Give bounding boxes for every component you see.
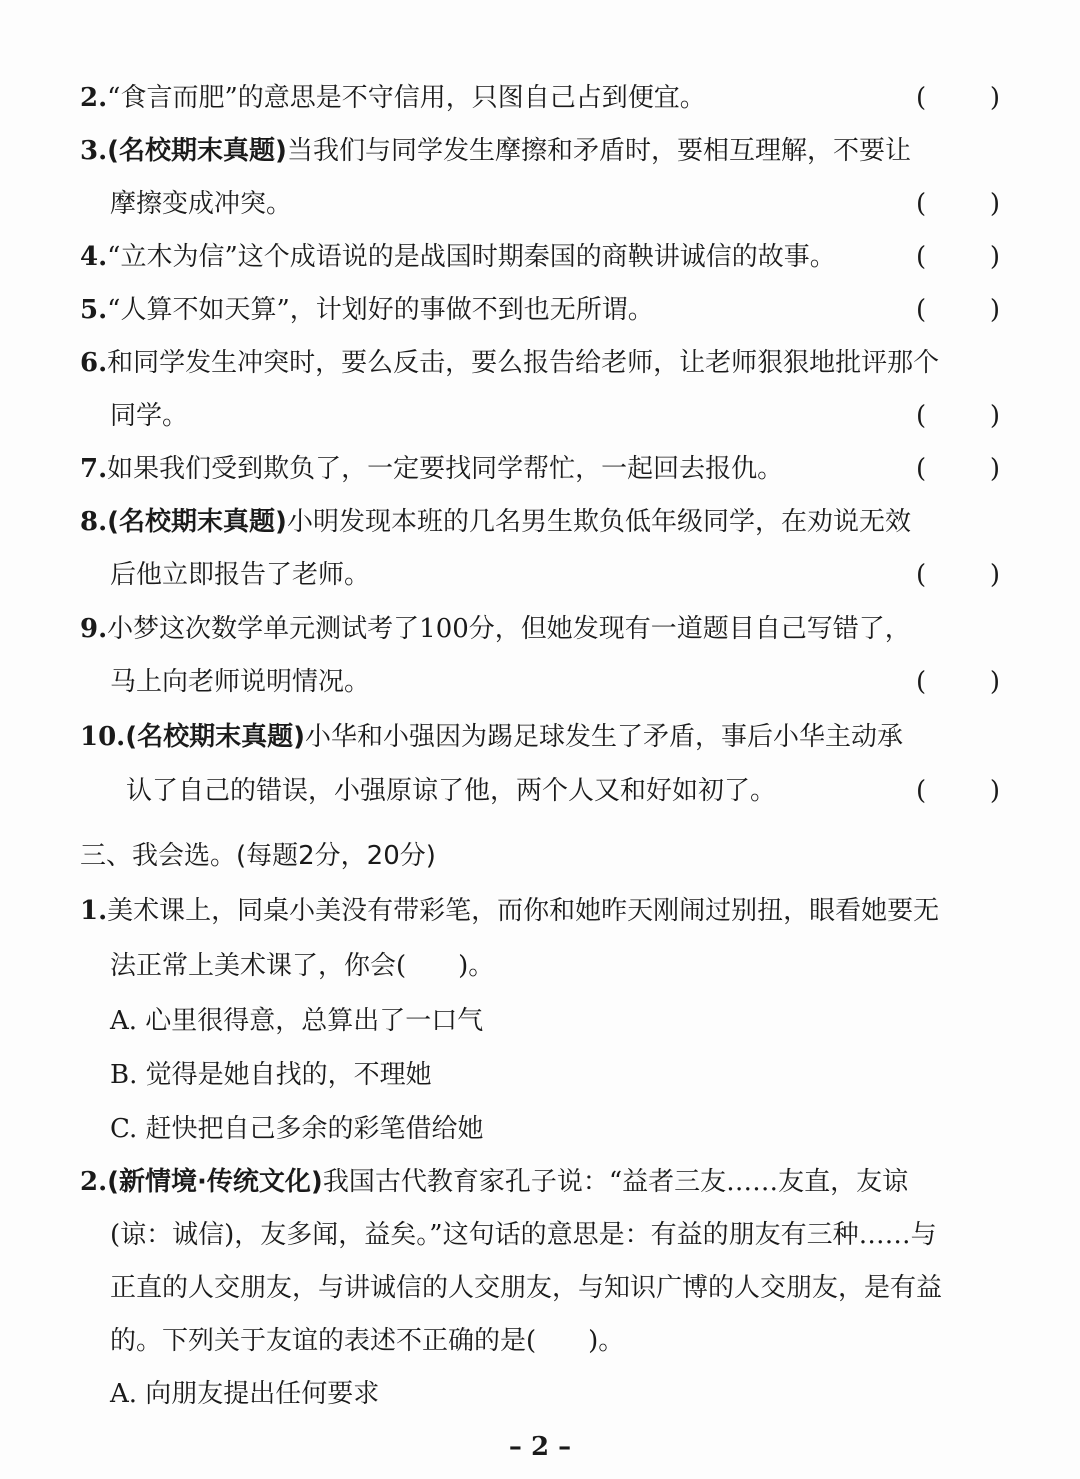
answer-parentheses[interactable]: ( ) bbox=[916, 454, 1000, 484]
item-text: “立木为信”这个成语说的是战国时期秦国的商鞅讲诚信的故事。 bbox=[107, 242, 836, 272]
tf-item-3-cont bbox=[110, 184, 1000, 224]
question-number: 2. bbox=[80, 1167, 108, 1197]
mc-question-2-cont-2 bbox=[110, 1268, 1000, 1308]
item-text: 当我们与同学发生摩擦和矛盾时，要相互理解，不要让 bbox=[286, 136, 911, 166]
question-text: 我国古代教育家孔子说：“益者三友……友直，友谅 bbox=[322, 1167, 909, 1197]
question-text: 正直的人交朋友，与讲诚信的人交朋友，与知识广博的人交朋友，是有益 bbox=[110, 1273, 943, 1303]
item-number: 7. bbox=[80, 454, 108, 484]
tf-item-6-cont bbox=[110, 396, 1000, 436]
item-text: 小华和小强因为踢足球发生了矛盾，事后小华主动承 bbox=[305, 722, 904, 752]
source-tag: (名校期末真题) bbox=[107, 507, 287, 537]
item-text: 和同学发生冲突时，要么反击，要么报告给老师，让老师狠狠地批评那个 bbox=[107, 348, 940, 378]
answer-parentheses[interactable]: ( ) bbox=[916, 776, 1000, 806]
tf-item-9 bbox=[80, 609, 1000, 649]
item-text: 马上向老师说明情况。 bbox=[110, 667, 371, 697]
item-text: 小明发现本班的几名男生欺负低年级同学，在劝说无效 bbox=[286, 507, 911, 537]
tf-item-6 bbox=[80, 343, 1000, 383]
tf-item-10 bbox=[80, 717, 1000, 757]
item-number: 6. bbox=[80, 348, 108, 378]
question-text: (谅：诚信)，友多闻，益矣。”这句话的意思是：有益的朋友有三种……与 bbox=[110, 1220, 937, 1250]
tf-item-2 bbox=[80, 78, 1000, 118]
tf-item-4 bbox=[80, 237, 1000, 277]
tf-item-5 bbox=[80, 290, 1000, 330]
tf-item-8 bbox=[80, 502, 1000, 542]
answer-parentheses[interactable]: ( ) bbox=[916, 189, 1000, 219]
answer-parentheses[interactable]: ( ) bbox=[916, 242, 1000, 272]
answer-parentheses[interactable]: ( ) bbox=[916, 560, 1000, 590]
item-text: 摩擦变成冲突。 bbox=[110, 189, 293, 219]
option-a[interactable]: A. 向朋友提出任何要求 bbox=[110, 1379, 380, 1409]
tf-item-10-cont bbox=[126, 771, 1000, 811]
mc-question-2-cont-1 bbox=[110, 1215, 1000, 1255]
page-number: – 2 – bbox=[508, 1432, 572, 1462]
item-number: 5. bbox=[80, 295, 108, 325]
mc-question-2-cont-3 bbox=[110, 1321, 1000, 1361]
mc-question-1-cont bbox=[110, 946, 1000, 986]
item-number: 4. bbox=[80, 242, 108, 272]
source-tag: (名校期末真题) bbox=[107, 136, 287, 166]
item-text: “人算不如天算”，计划好的事做不到也无所谓。 bbox=[107, 295, 654, 325]
tf-item-9-cont bbox=[110, 662, 1000, 702]
section-title: 三、我会选。(每题2分，20分) bbox=[80, 841, 436, 871]
question-text: 美术课上，同桌小美没有带彩笔，而你和她昨天刚闹过别扭，眼看她要无 bbox=[107, 896, 940, 926]
mc-question-2 bbox=[80, 1162, 1000, 1202]
answer-parentheses[interactable]: ( ) bbox=[916, 401, 1000, 431]
question-number: 1. bbox=[80, 896, 108, 926]
answer-parentheses[interactable]: ( ) bbox=[916, 295, 1000, 325]
question-text: 的。下列关于友谊的表述不正确的是( )。 bbox=[110, 1326, 625, 1356]
option-b[interactable]: B. 觉得是她自找的，不理她 bbox=[110, 1060, 432, 1090]
source-tag: (名校期末真题) bbox=[125, 722, 306, 752]
item-number: 2. bbox=[80, 83, 108, 113]
item-text: 如果我们受到欺负了，一定要找同学帮忙，一起回去报仇。 bbox=[107, 454, 784, 484]
tf-item-8-cont bbox=[110, 555, 1000, 595]
item-number: 8. bbox=[80, 507, 108, 537]
item-number: 10. bbox=[80, 722, 126, 752]
question-text: 法正常上美术课了，你会( )。 bbox=[110, 951, 495, 981]
item-text: 同学。 bbox=[110, 401, 189, 431]
answer-parentheses[interactable]: ( ) bbox=[916, 667, 1000, 697]
item-text: 后他立即报告了老师。 bbox=[110, 560, 371, 590]
option-c[interactable]: C. 赶快把自己多余的彩笔借给她 bbox=[110, 1114, 484, 1144]
item-text: 小梦这次数学单元测试考了100分，但她发现有一道题目自己写错了， bbox=[107, 614, 911, 644]
item-number: 9. bbox=[80, 614, 108, 644]
source-tag: (新情境·传统文化) bbox=[107, 1167, 323, 1197]
option-a[interactable]: A. 心里很得意，总算出了一口气 bbox=[110, 1006, 484, 1036]
item-text: “食言而肥”的意思是不守信用，只图自己占到便宜。 bbox=[107, 83, 706, 113]
tf-item-7 bbox=[80, 449, 1000, 489]
item-number: 3. bbox=[80, 136, 108, 166]
item-text: 认了自己的错误，小强原谅了他，两个人又和好如初了。 bbox=[126, 776, 777, 806]
tf-item-3 bbox=[80, 131, 1000, 171]
mc-question-1 bbox=[80, 891, 1000, 931]
answer-parentheses[interactable]: ( ) bbox=[916, 83, 1000, 113]
